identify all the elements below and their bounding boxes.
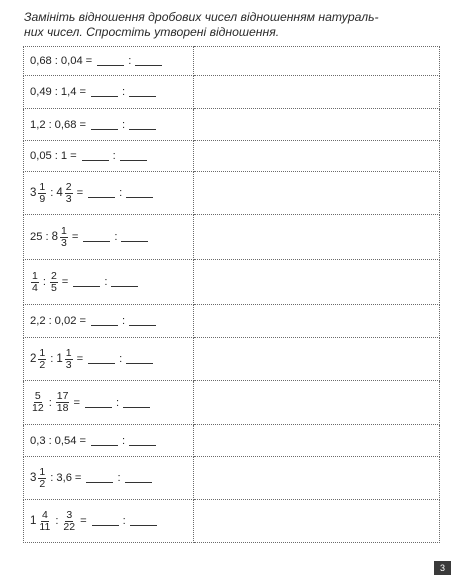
fraction: $\frac{1}{2}$ bbox=[39, 465, 46, 490]
operand: 0,49 bbox=[30, 86, 52, 98]
expression-cell bbox=[24, 381, 194, 425]
answer-blank[interactable] bbox=[91, 316, 118, 326]
operand: 0,68 bbox=[54, 118, 77, 131]
expression-cell bbox=[24, 47, 194, 76]
equals-sign: = bbox=[80, 515, 87, 527]
expression-cell bbox=[24, 260, 194, 305]
blank-separator: : bbox=[112, 150, 116, 162]
equals-sign: = bbox=[61, 276, 69, 288]
expression-cell bbox=[24, 172, 194, 215]
table-row bbox=[24, 338, 440, 381]
expression-cell bbox=[24, 305, 194, 338]
blank-separator: : bbox=[119, 187, 123, 199]
blank-separator: : bbox=[122, 86, 126, 98]
answer-cell[interactable] bbox=[194, 500, 440, 543]
equals-sign: = bbox=[76, 187, 84, 199]
operand: 0,3 bbox=[30, 434, 46, 447]
instruction-line-1: Замініть відношення дробових чисел відношенням натураль- bbox=[24, 10, 379, 24]
answer-blank[interactable] bbox=[129, 120, 156, 130]
ratio-sign: : bbox=[54, 150, 58, 162]
answer-cell[interactable] bbox=[194, 338, 440, 381]
operand: 25 bbox=[30, 231, 43, 243]
answer-blank[interactable] bbox=[120, 151, 147, 161]
equals-sign: = bbox=[70, 150, 77, 162]
ratio-sign: : bbox=[54, 55, 58, 67]
table-row bbox=[24, 215, 440, 260]
ratio-sign: : bbox=[50, 472, 54, 484]
ratio-sign: : bbox=[55, 515, 59, 527]
answer-blank[interactable] bbox=[123, 398, 150, 408]
answer-blank[interactable] bbox=[85, 398, 112, 408]
answer-cell[interactable] bbox=[194, 215, 440, 260]
answer-blank[interactable] bbox=[91, 436, 118, 446]
answer-cell[interactable] bbox=[194, 47, 440, 76]
answer-cell[interactable] bbox=[194, 260, 440, 305]
table-row bbox=[24, 109, 440, 141]
operand: 1,2 bbox=[30, 118, 46, 131]
exercise-table bbox=[23, 46, 440, 543]
ratio-sign: : bbox=[45, 231, 49, 243]
table-row bbox=[24, 172, 440, 215]
fraction: $\frac{2}{5}$ bbox=[50, 269, 57, 294]
fraction: $\frac{5}{12}$ bbox=[32, 390, 44, 414]
expression-cell bbox=[24, 215, 194, 260]
fraction: $\frac{2}{3}$ bbox=[65, 180, 72, 205]
fraction: $\frac{4}{11}$ bbox=[39, 508, 51, 533]
fraction: $\frac{1}{4}$ bbox=[32, 269, 38, 294]
mixed-number: 4 $\frac{2}{3}$ bbox=[56, 180, 72, 205]
operand: 0,04 bbox=[60, 55, 83, 67]
answer-blank[interactable] bbox=[130, 516, 157, 526]
operand: 0,02 bbox=[54, 315, 77, 327]
answer-blank[interactable] bbox=[125, 473, 152, 483]
fraction: $\frac{1}{3}$ bbox=[60, 224, 67, 249]
operand: 0,05 bbox=[30, 150, 52, 162]
answer-blank[interactable] bbox=[97, 56, 124, 66]
mixed-number: 3 $\frac{1}{2}$ bbox=[30, 465, 46, 490]
answer-cell[interactable] bbox=[194, 109, 440, 141]
operand: 2,2 bbox=[30, 315, 46, 327]
ratio-sign: : bbox=[48, 118, 52, 131]
mixed-number: 1 $\frac{1}{3}$ bbox=[56, 346, 72, 371]
answer-cell[interactable] bbox=[194, 381, 440, 425]
answer-blank[interactable] bbox=[126, 188, 153, 198]
fraction: $\frac{1}{2}$ bbox=[39, 346, 46, 371]
mixed-number: 2 $\frac{1}{2}$ bbox=[30, 346, 46, 371]
fraction: $\frac{3}{22}$ bbox=[63, 508, 76, 533]
blank-separator: : bbox=[114, 231, 118, 243]
equals-sign: = bbox=[79, 434, 86, 447]
equals-sign: = bbox=[74, 472, 82, 484]
blank-separator: : bbox=[128, 55, 132, 67]
equals-sign: = bbox=[79, 86, 86, 98]
table-row bbox=[24, 457, 440, 500]
instruction-line-2: них чисел. Спростіть утворені відношення. bbox=[24, 24, 280, 39]
table-row bbox=[24, 47, 440, 76]
expression-cell bbox=[24, 338, 194, 381]
answer-blank[interactable] bbox=[129, 316, 156, 326]
equals-sign: = bbox=[85, 55, 93, 67]
answer-blank[interactable] bbox=[91, 87, 118, 97]
operand: 0,54 bbox=[54, 434, 77, 447]
page-number: 3 bbox=[434, 561, 451, 575]
answer-blank[interactable] bbox=[86, 473, 113, 483]
ratio-sign: : bbox=[48, 434, 52, 447]
answer-blank[interactable] bbox=[88, 354, 115, 364]
blank-separator: : bbox=[117, 472, 121, 484]
table-row bbox=[24, 381, 440, 425]
blank-separator: : bbox=[116, 396, 120, 409]
expression-cell bbox=[24, 425, 194, 457]
answer-blank[interactable] bbox=[121, 232, 148, 242]
answer-cell[interactable] bbox=[194, 457, 440, 500]
fraction: $\frac{1}{3}$ bbox=[65, 346, 72, 371]
blank-separator: : bbox=[122, 515, 126, 527]
answer-blank[interactable] bbox=[92, 516, 119, 526]
expression-cell bbox=[24, 141, 194, 172]
equals-sign: = bbox=[76, 353, 84, 365]
answer-cell[interactable] bbox=[194, 305, 440, 338]
expression-cell bbox=[24, 500, 194, 543]
operand: 1 bbox=[60, 150, 68, 162]
fraction: $\frac{17}{18}$ bbox=[56, 390, 69, 414]
answer-cell[interactable] bbox=[194, 76, 440, 109]
ratio-sign: : bbox=[42, 276, 46, 288]
answer-blank[interactable] bbox=[135, 56, 162, 66]
answer-cell[interactable] bbox=[194, 425, 440, 457]
ratio-sign: : bbox=[54, 86, 58, 98]
table-row bbox=[24, 141, 440, 172]
answer-blank[interactable] bbox=[126, 354, 153, 364]
answer-blank[interactable] bbox=[88, 188, 115, 198]
ratio-sign: : bbox=[50, 353, 54, 365]
table-row bbox=[24, 500, 440, 543]
ratio-sign: : bbox=[48, 396, 52, 409]
blank-separator: : bbox=[122, 118, 126, 131]
fraction: $\frac{1}{9}$ bbox=[39, 180, 46, 205]
mixed-number: 1 $\frac{4}{11}$ bbox=[30, 508, 51, 533]
instruction bbox=[24, 10, 444, 39]
mixed-number: 3 $\frac{1}{9}$ bbox=[30, 180, 46, 205]
equals-sign: = bbox=[79, 315, 86, 327]
answer-blank[interactable] bbox=[129, 87, 156, 97]
answer-cell[interactable] bbox=[194, 141, 440, 172]
answer-blank[interactable] bbox=[129, 436, 156, 446]
mixed-number: 8 $\frac{1}{3}$ bbox=[51, 224, 67, 249]
blank-separator: : bbox=[122, 315, 126, 327]
answer-cell[interactable] bbox=[194, 172, 440, 215]
answer-blank[interactable] bbox=[73, 277, 100, 287]
ratio-sign: : bbox=[50, 187, 54, 199]
answer-blank[interactable] bbox=[91, 120, 118, 130]
expression-cell bbox=[24, 76, 194, 109]
table-row bbox=[24, 425, 440, 457]
equals-sign: = bbox=[73, 396, 81, 409]
ratio-sign: : bbox=[48, 315, 52, 327]
expression-cell bbox=[24, 457, 194, 500]
equals-sign: = bbox=[71, 231, 79, 243]
equals-sign: = bbox=[79, 118, 86, 131]
operand: 0,68 bbox=[30, 55, 52, 67]
operand: 3,6 bbox=[56, 472, 72, 484]
answer-blank[interactable] bbox=[82, 151, 109, 161]
answer-blank[interactable] bbox=[111, 277, 138, 287]
table-row bbox=[24, 76, 440, 109]
blank-separator: : bbox=[119, 353, 123, 365]
blank-separator: : bbox=[104, 276, 108, 288]
answer-blank[interactable] bbox=[83, 232, 110, 242]
table-row bbox=[24, 305, 440, 338]
operand: 1,4 bbox=[60, 86, 77, 98]
blank-separator: : bbox=[122, 434, 126, 447]
expression-cell bbox=[24, 109, 194, 141]
table-row bbox=[24, 260, 440, 305]
